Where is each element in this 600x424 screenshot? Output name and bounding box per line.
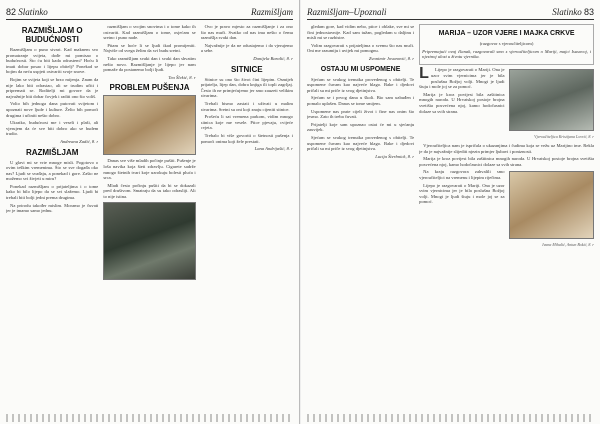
page-number-right: 83 [583, 6, 594, 17]
article-subtitle: (razgovor s vjeroučiteljicom) [479, 41, 534, 46]
photo-trees [103, 202, 195, 280]
left-col-2 [103, 24, 195, 412]
article-title-2: RAZMIŠLJAM [25, 147, 79, 157]
paragraph: Sjećam se i prvog dana u školi. Bio sam uzbuđen i pomalo uplašen. Danas se tome smijem. [307, 95, 415, 106]
author-signature: Lucija Šterbnick, 8. r [375, 153, 415, 159]
decorative-border [307, 414, 594, 422]
article-title-4: PROBLEM PUŠENJA [109, 83, 190, 93]
paragraph: Bojim se svijeta koji se brzo mijenja. Znam da nije lako biti odrastao, ali se trudim učiti i pripremati se. Roditelji mi govore da je najvažnije biti dobar čovjek i raditi ono što voliš. [6, 76, 99, 99]
paragraph: Danas sve više mladih počinje pušiti. Pušenje je loša navika koja šteti zdravlju. Cigarete sadrže mnogo štetnih tvari koje uzrokuju bolesti pluća i srca. [103, 158, 196, 181]
section-left: Razmišljam [250, 6, 293, 17]
smoking-illustration [103, 95, 195, 155]
paragraph: U glavi mi se vrte mnoge misli. Pogotovo o ovim teškim vremenima. Što se sve događa oko nas? Ljudi se svađaju, a ponekad i gore. Zašto ne možemo svi živjeti u miru? [6, 159, 99, 182]
photo-caption-1: Vjeroučiteljica Kristijana Lovrić, 8. r [534, 134, 594, 140]
paragraph: razmišljam o svojim snovima i o tome kako ih ostvariti. Kad razmišljam o tome, osjećam se sretno i puno nade. [103, 24, 196, 41]
author-signature: Lana Andrijašić, 8. r [254, 146, 293, 152]
interview-body [419, 67, 594, 134]
interview-bottom-text [419, 169, 504, 242]
paragraph: Na kraju razgovora zahvalili smo vjeroučiteljici na vremenu i lijepim riječima. [419, 169, 505, 180]
left-col-1 [6, 24, 98, 412]
paragraph: Volim razgovarati s prijateljima o svemu što nas muči. Oni me razumiju i uvijek mi pomognu. [307, 42, 415, 54]
paragraph: Sjećam se svakog trenutka provedenog s obitelji. Te uspomene čuvam kao najveće blago. Bake i djedovi pričali su mi priče iz svog djetinjstva. [307, 134, 415, 152]
article-title-uspomene: OSTAJU MI USPOMENE [320, 65, 401, 73]
left-header [6, 4, 293, 20]
paragraph: Sjećam se svakog trenutka provedenog s obitelji. Te uspomene čuvam kao najveće blago. Bake i djedovi pričali su mi priče iz svog djetinjstva. [307, 76, 415, 93]
paragraph: Marija je kroz povijest bila zaštitnica mnogih naroda. U Hrvatskoj postoje brojna svetišta posvećena njoj, kamo hodočasnici dolaze sa svih strana. [419, 156, 594, 167]
article-title-1: RAZMIŠLJAM O BUDUĆNOSTI [21, 26, 83, 44]
dropcap: L [419, 65, 429, 83]
paragraph: Prošeću li sat vremena parkom, vidim mnogo sitnica koje me vesele. Ptice pjevaju, cvijeće cvjeta. [200, 114, 293, 131]
paragraph: Na prirodu također mislim. Moramo je čuvati jer je imamo samo jednu. [6, 202, 99, 214]
author-signature: Tea Šlekić, 8. r [168, 74, 196, 80]
paragraph: Mladi često počinju pušiti da bi se dokazali pred društvom. Smatraju da su tako odrasliji. Ali to nije istina. [103, 182, 196, 199]
photo-teacher [509, 69, 594, 131]
right-columns [307, 24, 594, 412]
paragraph: Lijepo je razgovarati o Mariji. Ona je uzor svim vjernicima jer je bila poslušna Božjoj volji. Mnogi je ljudi štuju i mole joj se za pomoć. [419, 67, 505, 90]
article-title-marija: MARIJA – UZOR VJERE I MAJKA CRKVE [438, 30, 575, 37]
author-signature: Andreana Zadić, 8. r [60, 138, 99, 144]
page-number-left: 82 [6, 6, 17, 17]
paragraph: Tako razmišljam svaki dan i svaki dan shvatim nešto novo. Razmišljanje je lijepo jer nam pomaže da postanemo bolji ljudi. [103, 55, 196, 73]
paragraph: Lijepo je razgovarati o Mariji. Ona je uzor svim vjernicima jer je bila poslušna Božjoj volji. Mnogi je ljudi štuju i mole joj se za pomoć. [419, 182, 505, 205]
left-columns [6, 24, 293, 412]
decorative-border [6, 414, 293, 422]
photo-caption-2: Ivana Mihalić, Antun Bokić, 8. r [542, 242, 594, 248]
paragraph: Volio bih jednoga dana putovati svijetom i upoznati nove ljude i kulture. Želio bih pomoći drugima i učiniti nešto dobro. [6, 101, 99, 118]
paragraph: Trebalo bi više govoriti o štetnosti pušenja i pomoći onima koji žele prestati. [200, 132, 293, 144]
right-header [307, 4, 594, 20]
paragraph: Uspomene nas prate cijeli život i čine nas onim što jesmo. Zato ih treba čuvati. [307, 108, 415, 120]
paragraph: Vjeroučiteljica nam je ispričala o ukazanjima i čudima koja se vežu uz Marijino ime. Rekla je da je najvažnije slijediti njezin primjer ljubavi i poniznosti. [419, 143, 594, 154]
paragraph: Razmišljam o puno stvari. Kad maknem svo promatranje svijeta, dođe mi pomisao o budućnosti. Što ću biti kada odrastem? Hoću li imati dobar posao i lijepu obitelj? Ponekad se bojim da neću uspjeti ostvariti svoje snove. [6, 47, 99, 75]
interview-bottom-photo-col [509, 169, 594, 242]
paragraph: Ukratko, budućnost me i veseli i plaši, ali vjerujem da će sve biti dobro ako se budem trudio. [6, 120, 99, 137]
right-col-2 [419, 24, 594, 412]
paragraph: Pitam se hoće li se ljudi ikad promijeniti. Najviše od svega želim da svi budu sretni. [103, 42, 196, 54]
article-title-6: SITNICE [231, 64, 263, 74]
paragraph: Najvažnije je da ne odustajemo i da vjerujemo u sebe. [200, 42, 293, 54]
section-right: Razmišljam–Upoznali [307, 6, 387, 17]
photo-statue [509, 171, 594, 239]
interview-bottom [419, 169, 594, 242]
paragraph: Ovo je pravo mjesto za razmišljanje i za ono što nas muči. Svatko od nas ima nešto o čemu razmišlja svaki dan. [200, 24, 293, 41]
interview-photo-col [509, 67, 594, 134]
left-col-3 [201, 24, 293, 412]
paragraph: Sitnice su ono što život čini lijepim. Osmijeh prijatelja, lijep dan, dobra knjiga ili topli zagrljaj. Često ih ne primjećujemo jer smo zauzeti velikim stvarima. [200, 76, 293, 99]
author-signature: Zvonimir Jovanović, 8. r [368, 55, 415, 61]
right-page [300, 0, 600, 424]
interview-text-col [419, 67, 504, 134]
interview-box [419, 24, 594, 65]
brand-left: Slatinko [18, 6, 48, 17]
paragraph: Ponekad razmišljam o prijateljima i o tome kako bi bilo lijepo da se svi slažemo. Ljudi bi trebali biti bolji jedni prema drugima. [6, 183, 99, 201]
paragraph: Marija je kroz povijest bila zaštitnica mnogih naroda. U Hrvatskoj postoje brojna svetišta posvećena njoj, kamo hodočasnici dolaze sa svih strana. [419, 91, 505, 114]
author-signature: Danijela Baralić, 8. r [253, 55, 293, 61]
paragraph: Trebali bismo zastati i uživati u malim stvarima. Sretni su oni koji znaju cijeniti sitnice. [200, 100, 293, 112]
right-col-1 [307, 24, 414, 412]
paragraph: Prijatelji koje sam upoznao ostat će mi u sjećanju zauvijek. [307, 121, 415, 133]
article-lead: Pripremajući ovaj članak, razgovarali smo s vjeroučiteljicom o Mariji, majci Isusovoj, i njezinoj ulozi u životu vjernika. [422, 48, 591, 59]
paragraph: gledam gore, kad vidim nebo, ptice i oblake, sve mi se čini jednostavnije. Kad sam tužan, pogledam u daljinu i misli mi se razbistre. [307, 24, 415, 41]
brand-right: Slatinko [552, 6, 582, 17]
